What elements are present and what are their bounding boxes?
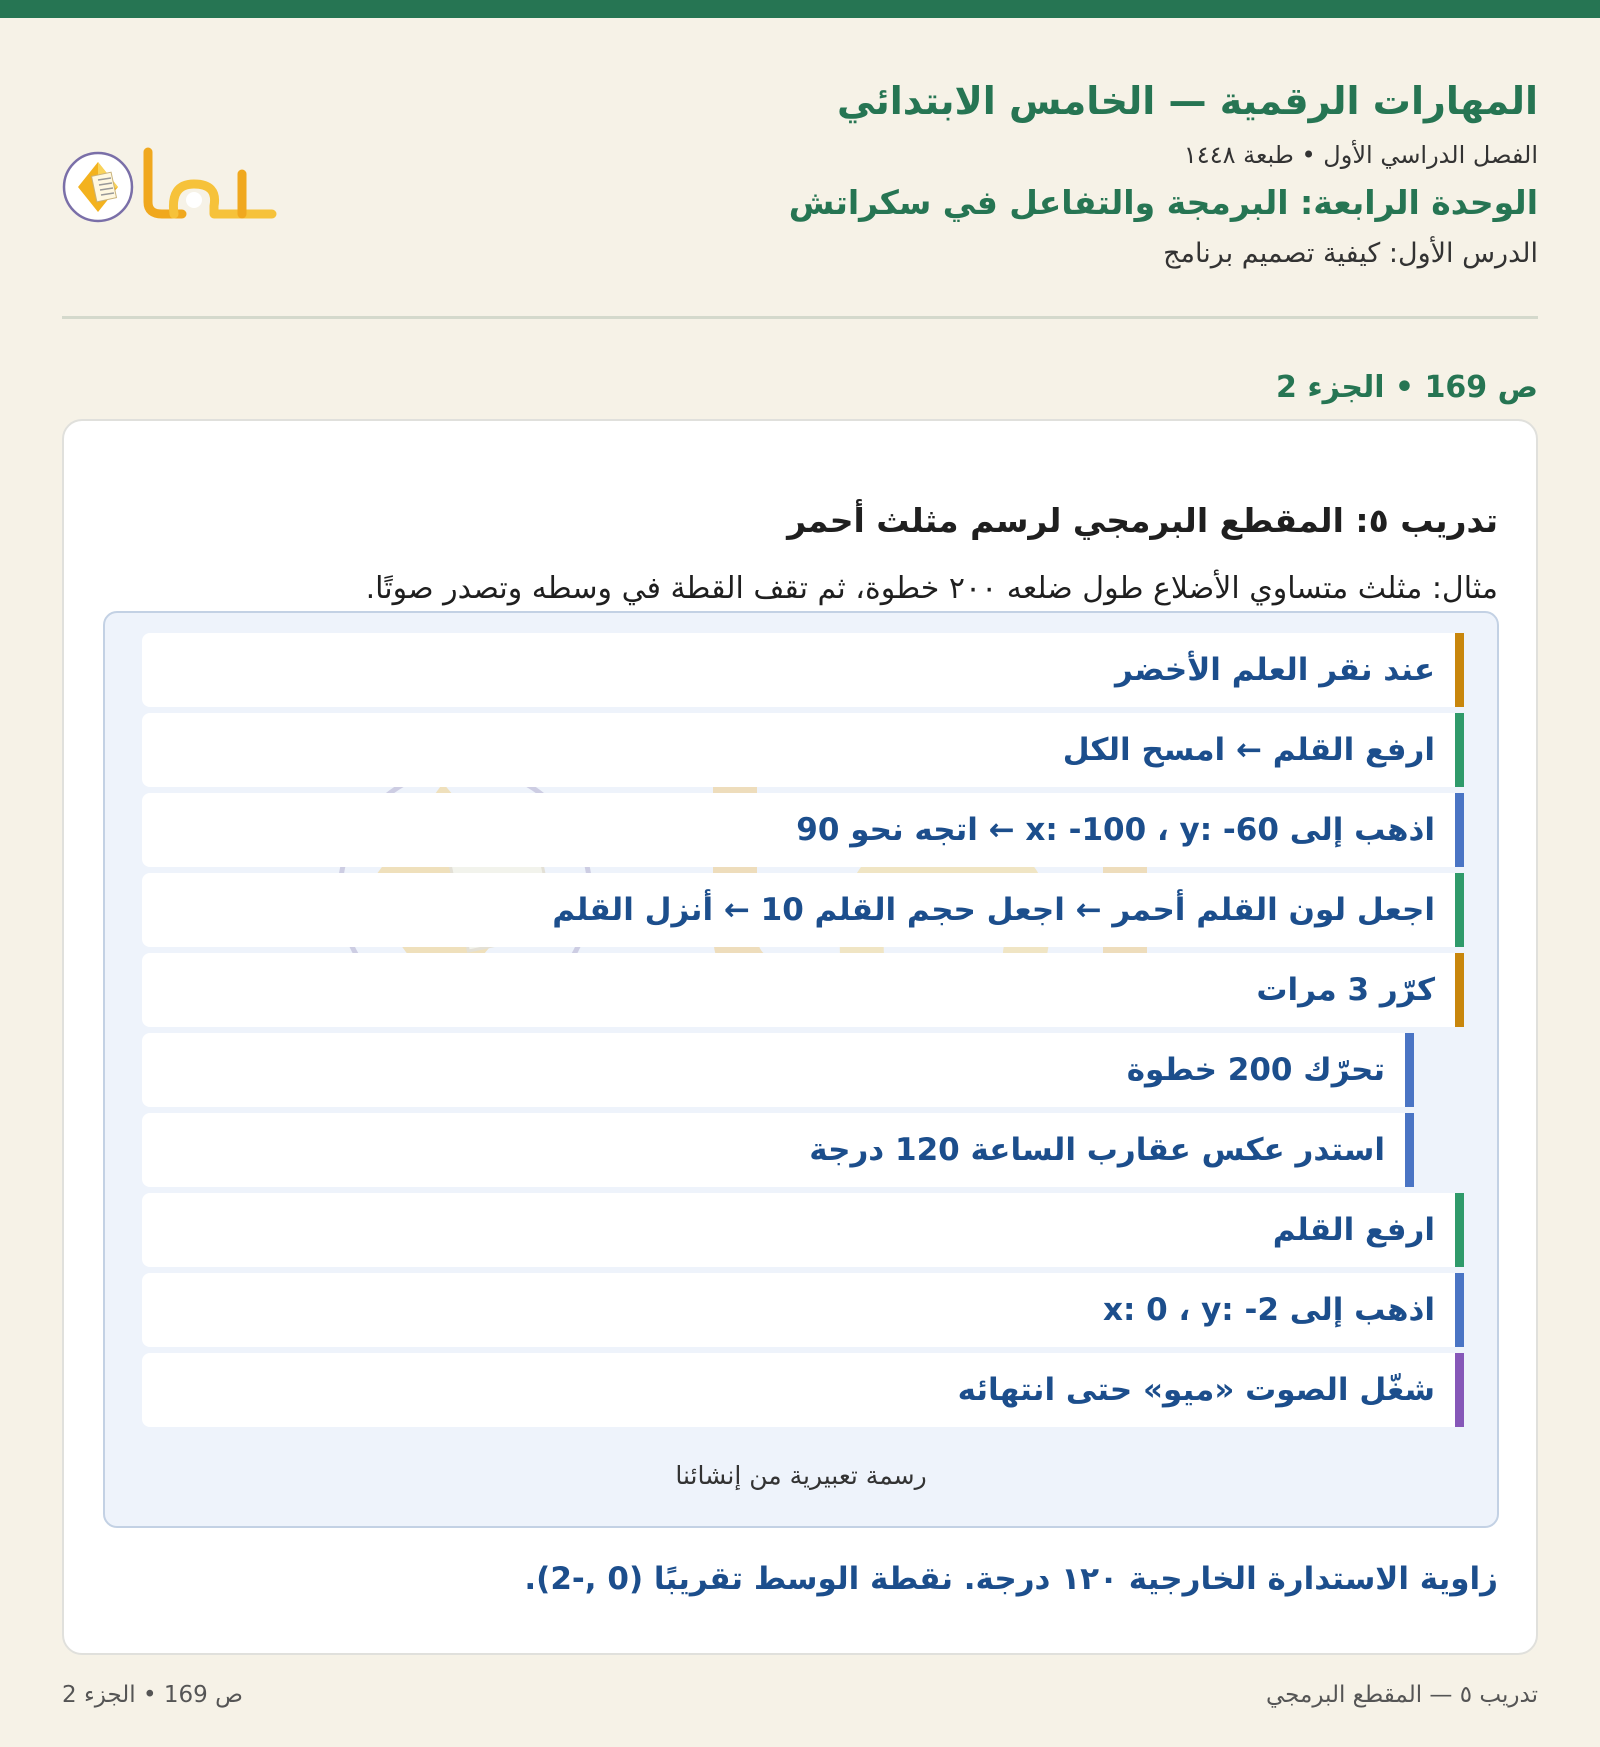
code-block-label: استدر عكس عقارب الساعة 120 درجة [809,1132,1385,1168]
code-block-label: كرّر 3 مرات [1256,972,1435,1008]
hulul-logo[interactable] [62,144,282,228]
semester-line: الفصل الدراسي الأول • طبعة ١٤٤٨ [1183,141,1538,169]
header-text [789,78,1538,272]
code-blocks-list [142,633,1464,1433]
page-header [62,18,1538,316]
header-divider [62,316,1538,319]
footer-exercise-label: تدريب ٥ — المقطع البرمجي [1266,1682,1538,1708]
code-block[interactable] [142,953,1464,1027]
exercise-title: تدريب ٥: المقطع البرمجي لرسم مثلث أحمر [787,501,1498,540]
code-block[interactable] [142,1353,1464,1427]
code-block-label: اذهب إلى x: -100 ، y: -60 ← اتجه نحو 90 [796,812,1435,848]
code-block-label: عند نقر العلم الأخضر [1115,652,1435,688]
page-reference: ص 169 • الجزء 2 [1276,370,1538,405]
exercise-card [62,419,1538,1655]
subject-title: المهارات الرقمية — الخامس الابتدائي [837,79,1538,123]
exercise-note: زاوية الاستدارة الخارجية ١٢٠ درجة. نقطة الوسط تقريبًا (0 ,-2). [524,1561,1498,1597]
code-block[interactable] [142,873,1464,947]
code-block-label: اذهب إلى x: 0 ، y: -2 [1102,1292,1435,1328]
unit-title: الوحدة الرابعة: البرمجة والتفاعل في سكراتش [788,183,1538,222]
code-block-label: اجعل لون القلم أحمر ← اجعل حجم القلم 10 ← أنزل القلم [552,892,1435,928]
code-block[interactable] [142,633,1464,707]
code-block[interactable] [142,1033,1414,1107]
code-block-label: ارفع القلم ← امسح الكل [1062,732,1435,768]
scratch-code-box [103,611,1499,1528]
code-block[interactable] [142,1273,1464,1347]
page [62,18,1538,1747]
code-block[interactable] [142,713,1464,787]
example-text: مثال: مثلث متساوي الأضلاع طول ضلعه ٢٠٠ خطوة، ثم تقف القطة في وسطه وتصدر صوتًا. [365,571,1498,606]
code-block-label: تحرّك 200 خطوة [1126,1052,1385,1088]
code-block[interactable] [142,793,1464,867]
code-block[interactable] [142,1113,1414,1187]
code-block[interactable] [142,1193,1464,1267]
lesson-title: الدرس الأول: كيفية تصميم برنامج [1163,238,1538,269]
image-caption: رسمة تعبيرية من إنشائنا [675,1461,927,1490]
code-block-label: شغّل الصوت «ميو» حتى انتهائه [957,1372,1435,1408]
top-accent-bar [0,0,1600,18]
footer-page-label: ص 169 • الجزء 2 [62,1682,243,1708]
code-block-label: ارفع القلم [1272,1212,1435,1248]
